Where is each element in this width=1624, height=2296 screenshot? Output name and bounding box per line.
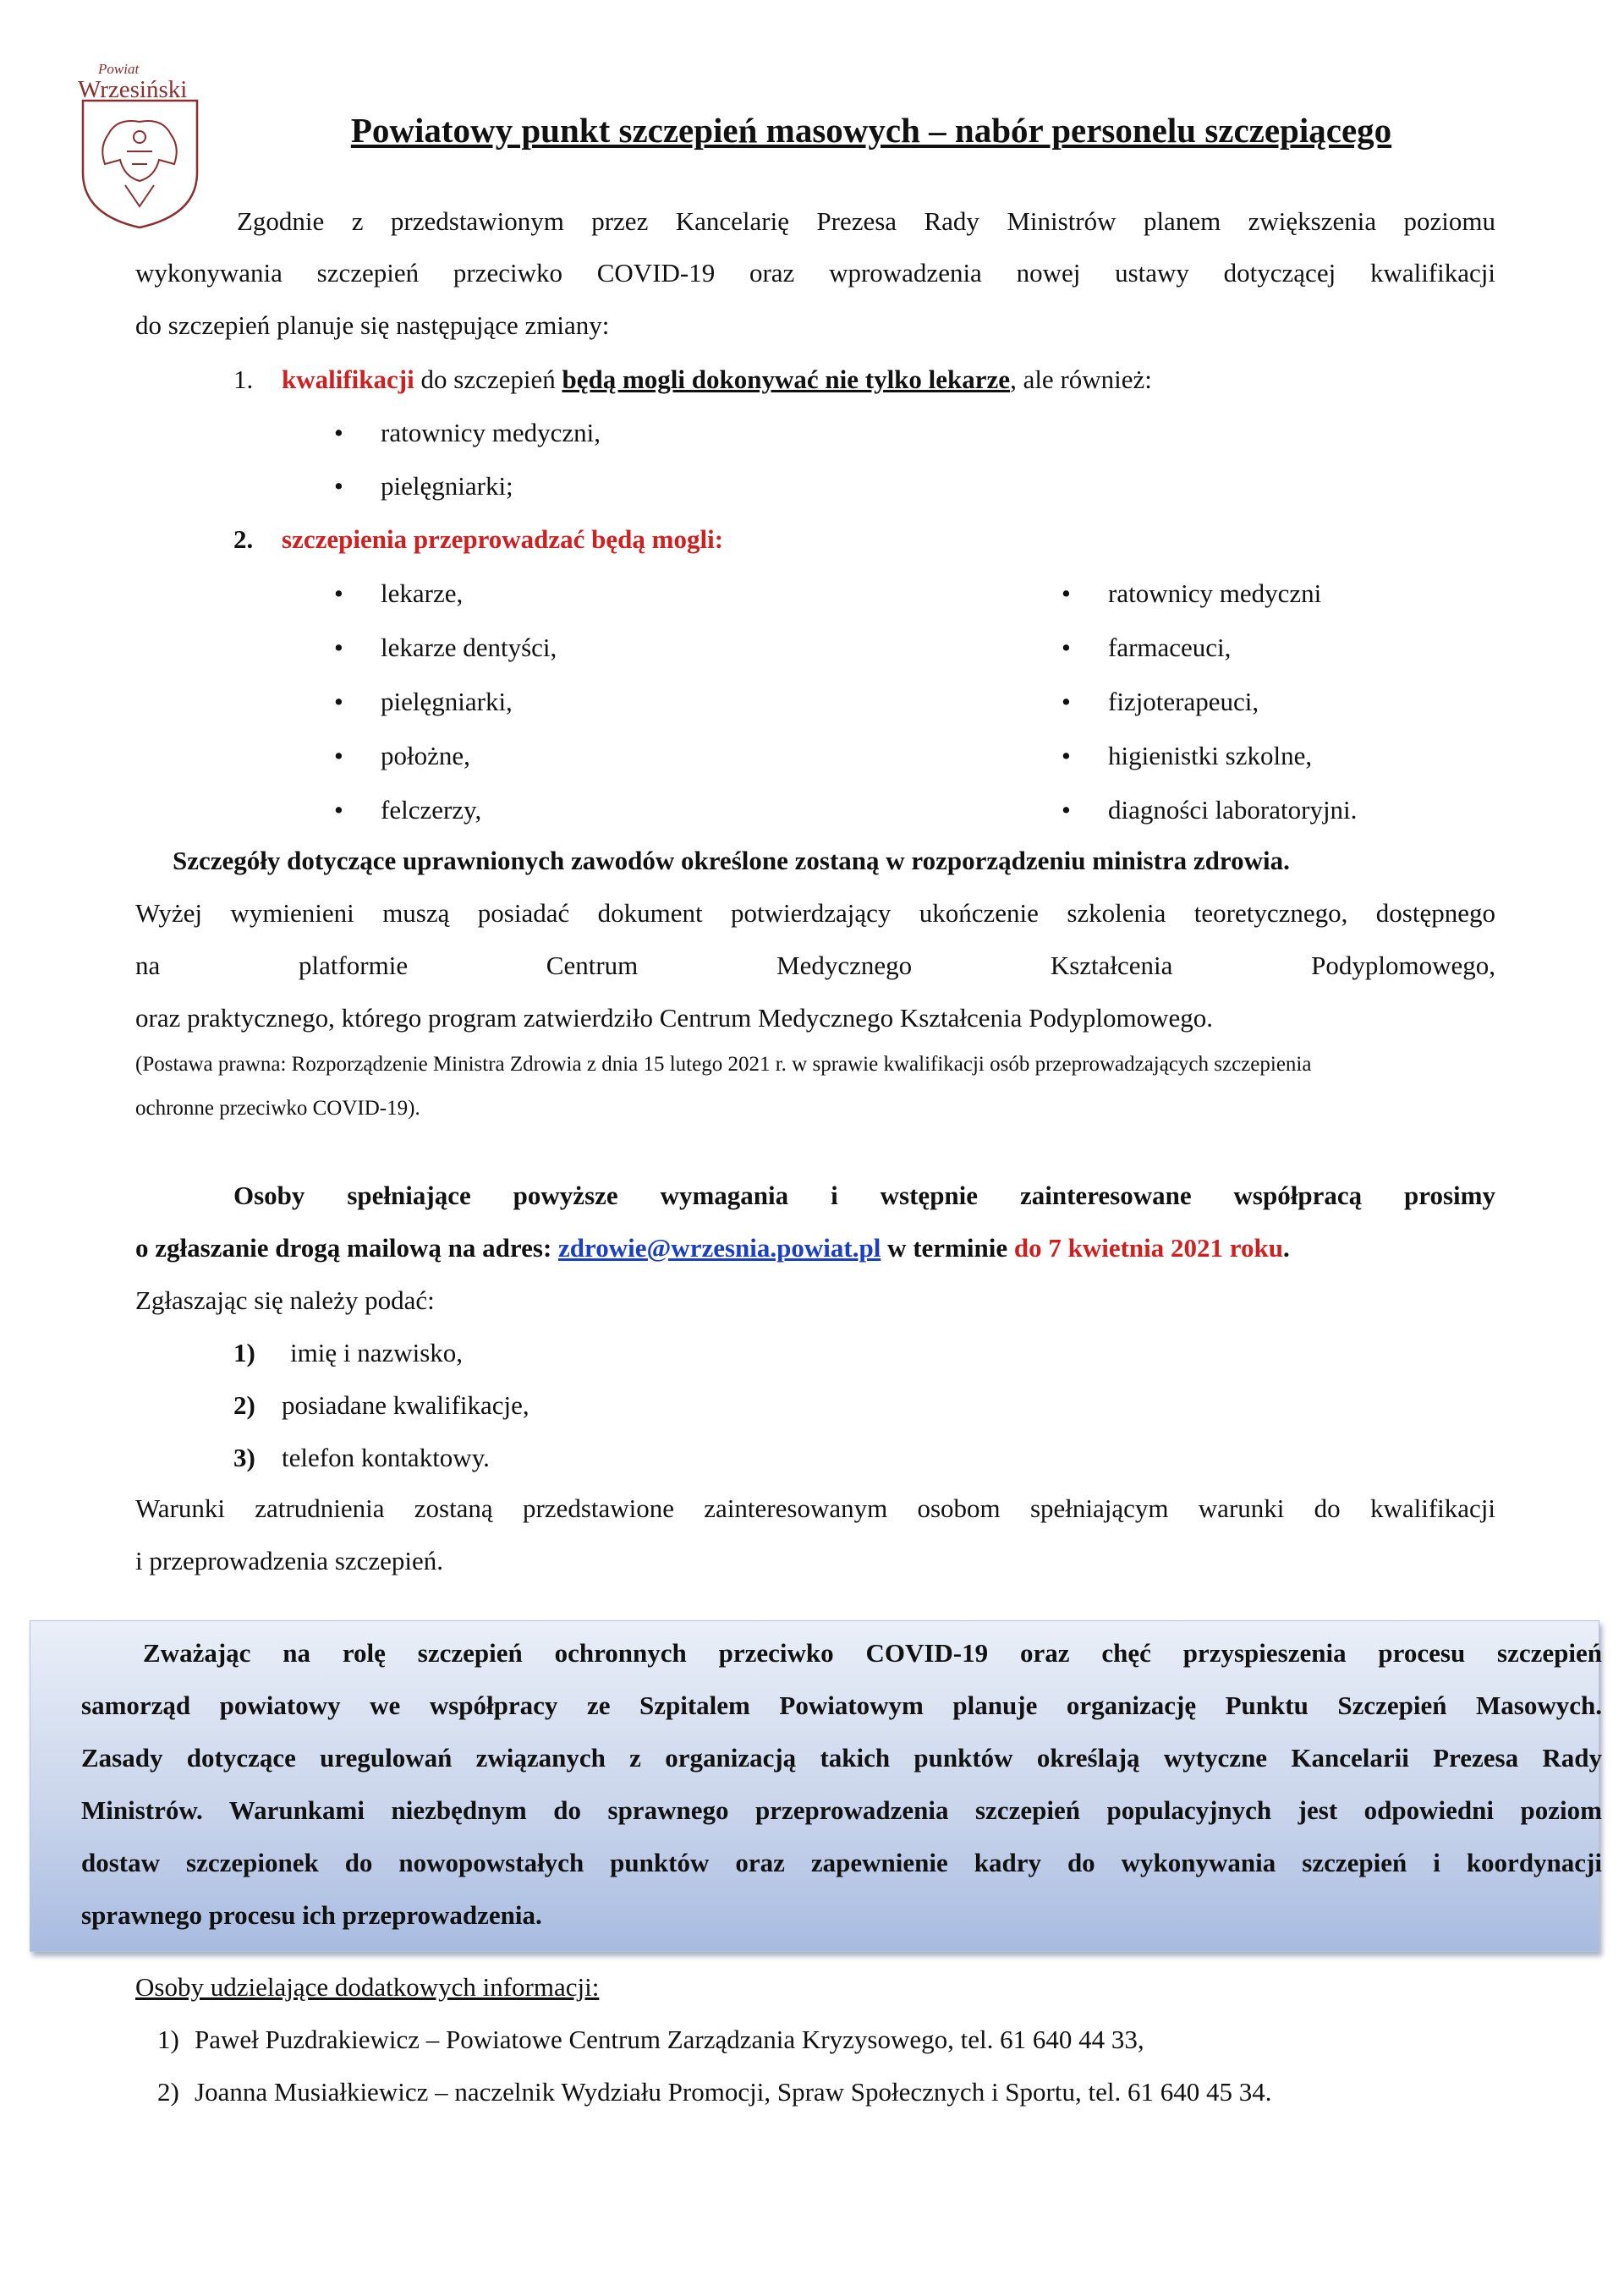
logo-line1: Powiat bbox=[98, 61, 140, 77]
apply-intro: Zgłaszając się należy podać: bbox=[135, 1285, 435, 1315]
point1-end: , ale również: bbox=[1010, 364, 1152, 394]
conditions-line2: i przeprowadzenia szczepień. bbox=[135, 1546, 444, 1575]
box-line: Ministrów. Warunkami niezbędnym do sprawnego przeprowadzenia szczepień populacyjnych jest odpowiedni poziom bbox=[81, 1795, 1602, 1825]
point1-emphasis: będą mogli dokonywać nie tylko lekarze bbox=[562, 364, 1011, 394]
intro-line3: do szczepień planuje się następujące zmiany: bbox=[135, 310, 610, 340]
legal-line1: (Postawa prawna: Rozporządzenie Ministra Zdrowia z dnia 15 lutego 2021 r. w sprawie kwalifikacji osób przeprowadzających szczepienia bbox=[135, 1053, 1312, 1076]
deadline: do 7 kwietnia 2021 roku bbox=[1013, 1233, 1283, 1263]
email-link[interactable]: zdrowie@wrzesnia.powiat.pl bbox=[558, 1233, 881, 1263]
page-title: Powiatowy punkt szczepień masowych – nabór personelu szczepiącego bbox=[350, 111, 1392, 150]
point1-mid: do szczepień bbox=[414, 364, 562, 394]
training-line2: na platformie Centrum Medycznego Kształcenia Podyplomowego, bbox=[135, 951, 1495, 980]
box-line: samorząd powiatowy we współpracy ze Szpitalem Powiatowym planuje organizację Punktu Szczepień Masowych. bbox=[81, 1690, 1602, 1720]
training-line1: Wyżej wymienieni muszą posiadać dokument potwierdzający ukończenie szkolenia teoretycznego, dostępnego bbox=[135, 898, 1495, 928]
box-line: Zasady dotyczące uregulowań związanych z organizacją takich punktów określają wytyczne Kancelarii Prezesa Rady bbox=[81, 1743, 1602, 1773]
intro-line2: wykonywania szczepień przeciwko COVID-19 oraz wprowadzenia nowej ustawy dotyczącej kwalifikacji bbox=[135, 258, 1495, 288]
conditions-line1: Warunki zatrudnienia zostaną przedstawione zainteresowanym osobom spełniającym warunki do kwalifikacji bbox=[135, 1493, 1495, 1523]
point2-number: 2. bbox=[233, 524, 254, 554]
point2-heading: szczepienia przeprowadzać będą mogli: bbox=[282, 524, 724, 554]
box-line: dostaw szczepionek do nowopowstałych punktów oraz zapewnienie kadry do wykonywania szczepień i koordynacji bbox=[81, 1848, 1602, 1877]
training-line3: oraz praktycznego, którego program zatwierdziło Centrum Medycznego Kształcenia Podyplomowego. bbox=[135, 1003, 1214, 1033]
legal-line2: ochronne przeciwko COVID-19). bbox=[135, 1097, 420, 1120]
contacts-heading: Osoby udzielające dodatkowych informacji: bbox=[135, 1972, 600, 2002]
point1-red: kwalifikacji bbox=[282, 364, 414, 394]
details-note: Szczegóły dotyczące uprawnionych zawodów określone zostaną w rozporządzeniu ministra zdrowia. bbox=[173, 846, 1290, 875]
point1-number: 1. bbox=[233, 364, 254, 394]
logo-line2: Wrzesiński bbox=[78, 76, 188, 103]
box-line: sprawnego procesu ich przeprowadzenia. bbox=[81, 1900, 542, 1930]
intro-line1: Zgodnie z przedstawionym przez Kancelarię Prezesa Rady Ministrów planem zwiększenia poziomu bbox=[237, 206, 1495, 236]
appeal-line1: Osoby spełniające powyższe wymagania i wstępnie zainteresowane współpracą prosimy bbox=[233, 1181, 1495, 1210]
appeal-line2: o zgłaszanie drogą mailową na adres: zdrowie@wrzesnia.powiat.pl w terminie do 7 kwietnia 2021 roku. bbox=[135, 1233, 1290, 1263]
point1-text bbox=[282, 364, 1152, 395]
box-line: Zważając na rolę szczepień ochronnych przeciwko COVID-19 oraz chęć przyspieszenia procesu szczepień bbox=[143, 1638, 1602, 1668]
info-box bbox=[30, 1620, 1602, 1952]
